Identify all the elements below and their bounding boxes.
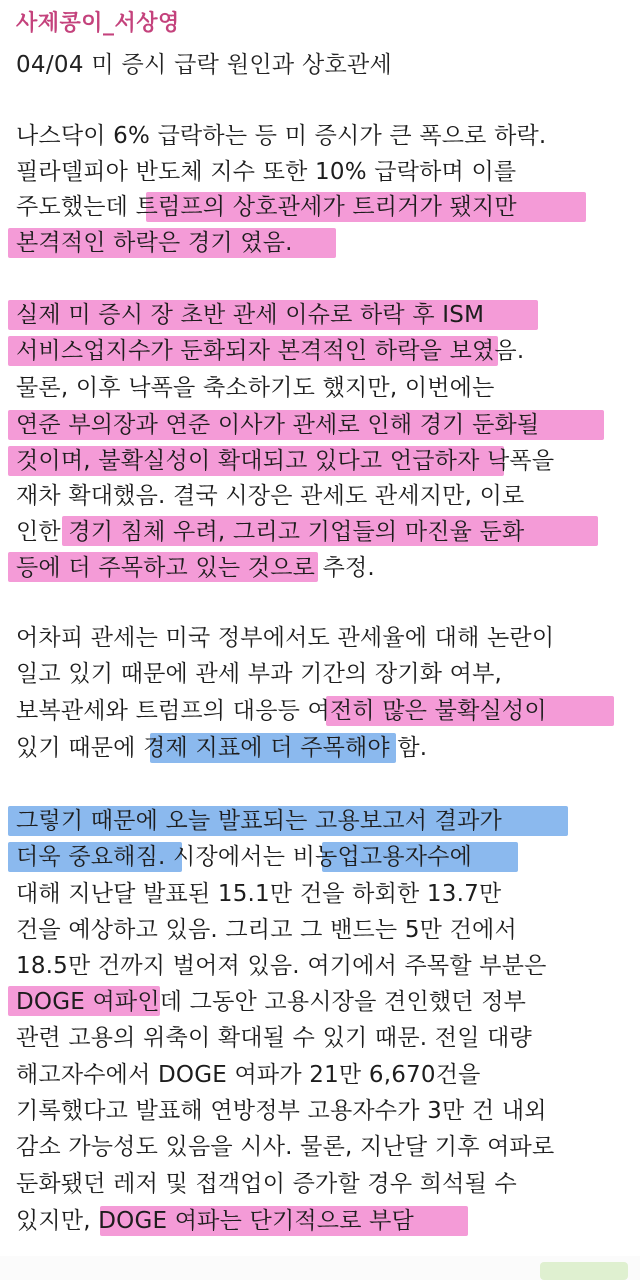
message-line: 기록했다고 발표해 연방정부 고용자수가 3만 건 내외 xyxy=(16,1098,547,1124)
message-line: 등에 더 주목하고 있는 것으로 추정. xyxy=(16,555,375,581)
message-line: 물론, 이후 낙폭을 축소하기도 했지만, 이번에는 xyxy=(16,375,495,401)
sender-name[interactable]: 사제콩이_서상영 xyxy=(16,11,180,36)
message-line: DOGE 여파인데 그동안 고용시장을 견인했던 정부 xyxy=(16,989,527,1015)
message-line: 실제 미 증시 장 초반 관세 이슈로 하락 후 ISM xyxy=(16,302,485,328)
message-line: 관련 고용의 위축이 확대될 수 있기 때문. 전일 대량 xyxy=(16,1025,532,1051)
message-line: 나스닥이 6% 급락하는 등 미 증시가 큰 폭으로 하락. xyxy=(16,123,547,149)
message-line: 18.5만 건까지 벌어져 있음. 여기에서 주목할 부분은 xyxy=(16,953,547,979)
message-title: 04/04 미 증시 급락 원인과 상호관세 xyxy=(16,52,393,78)
message-line: 해고자수에서 DOGE 여파가 21만 6,670건을 xyxy=(16,1062,481,1088)
message-line: 어차피 관세는 미국 정부에서도 관세율에 대해 논란이 xyxy=(16,625,555,651)
next-message-tag xyxy=(540,1262,628,1280)
message-line: 필라델피아 반도체 지수 또한 10% 급락하며 이를 xyxy=(16,159,517,185)
message-line: 있기 때문에 경제 지표에 더 주목해야 함. xyxy=(16,735,428,761)
message-line: 건을 예상하고 있음. 그리고 그 밴드는 5만 건에서 xyxy=(16,917,517,943)
message-line: 더욱 중요해짐. 시장에서는 비농업고용자수에 xyxy=(16,844,472,870)
message-line: 둔화됐던 레저 및 접객업이 증가할 경우 희석될 수 xyxy=(16,1171,517,1197)
message-line: 그렇기 때문에 오늘 발표되는 고용보고서 결과가 xyxy=(16,808,502,834)
message-line: 것이며, 불확실성이 확대되고 있다고 언급하자 낙폭을 xyxy=(16,448,555,474)
message-line: 일고 있기 때문에 관세 부과 기간의 장기화 여부, xyxy=(16,661,503,687)
message-line: 감소 가능성도 있음을 시사. 물론, 지난달 기후 여파로 xyxy=(16,1134,555,1160)
message-line: 보복관세와 트럼프의 대응등 여전히 많은 불확실성이 xyxy=(16,698,547,724)
message-line: 연준 부의장과 연준 이사가 관세로 인해 경기 둔화될 xyxy=(16,412,540,438)
message-line: 주도했는데 트럼프의 상호관세가 트리거가 됐지만 xyxy=(16,194,517,220)
message-line: 재차 확대했음. 결국 시장은 관세도 관세지만, 이로 xyxy=(16,483,525,509)
message-line: 대해 지난달 발표된 15.1만 건을 하회한 13.7만 xyxy=(16,881,502,907)
message-line: 인한 경기 침체 우려, 그리고 기업들의 마진율 둔화 xyxy=(16,519,525,545)
message-line: 본격적인 하락은 경기 였음. xyxy=(16,230,293,256)
message-line: 서비스업지수가 둔화되자 본격적인 하락을 보였음. xyxy=(16,338,525,364)
message-line: 있지만, DOGE 여파는 단기적으로 부담 xyxy=(16,1208,414,1234)
